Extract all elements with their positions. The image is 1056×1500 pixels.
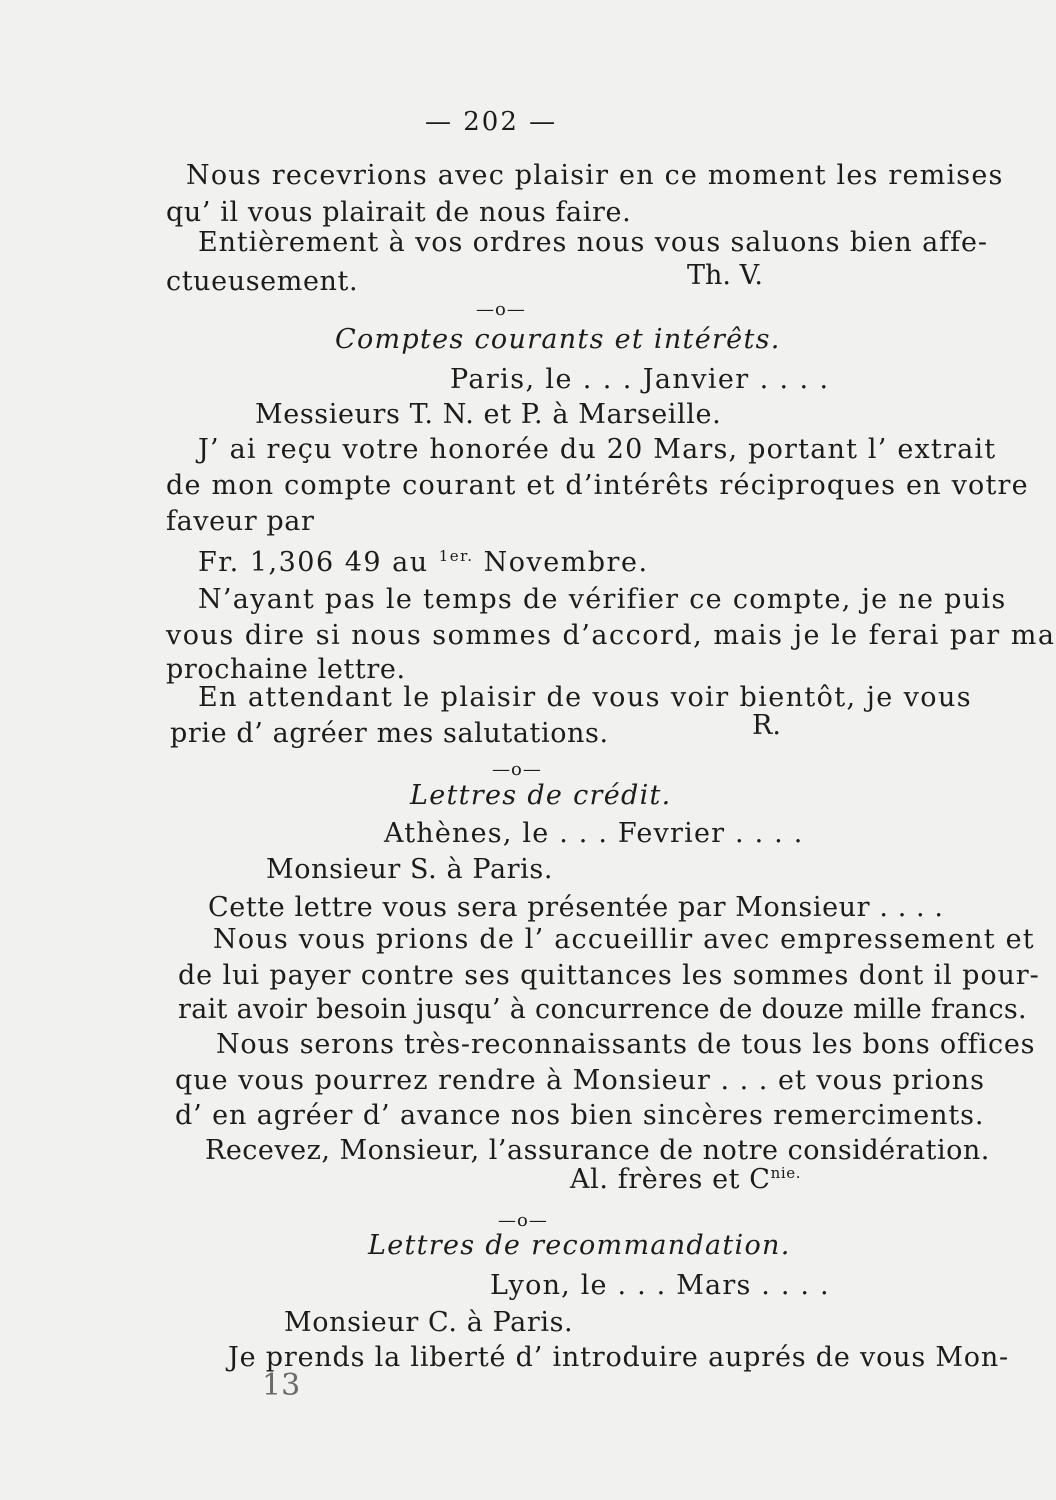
text-line: Nous recevrions avec plaisir en ce moment les remises [186,160,1004,191]
separator: —o— [476,299,526,320]
addressee: Monsieur S. à Paris. [266,854,554,885]
text-line: rait avoir besoin jusqu’ à concurrence de douze mille francs. [178,994,1027,1025]
text-line: Nous vous prions de l’ accueillir avec empressement et [213,924,1035,955]
text-line: vous dire si nous sommes d’accord, mais je le ferai par ma [166,620,1056,651]
superscript: 1er. [438,547,474,565]
dateline: Lyon, le . . . Mars . . . . [490,1270,830,1301]
text-line: qu’ il vous plairait de nous faire. [166,197,632,228]
text-line: J’ ai reçu votre honorée du 20 Mars, portant l’ extrait [198,434,997,465]
separator: —o— [498,1210,548,1231]
text-line: de mon compte courant et d’intérêts réciproques en votre [166,470,1029,501]
text-line: prie d’ agréer mes salutations. [170,718,609,749]
page-number: — 202 — [425,107,558,137]
text-line: que vous pourrez rendre à Monsieur . . . et vous prions [175,1065,986,1096]
dateline: Athènes, le . . . Fevrier . . . . [384,818,804,849]
text-line: ctueusement. [166,266,359,297]
text-line: Cette lettre vous sera présentée par Monsieur . . . . [208,892,944,923]
margin-mark: 13 [262,1368,301,1403]
section-heading: Lettres de recommandation. [368,1230,791,1261]
firm-name: Al. frères et C [570,1164,771,1195]
text-line: faveur par [166,506,315,537]
separator: —o— [492,759,542,780]
text-line: En attendant le plaisir de vous voir bientôt, je vous [198,682,972,713]
amount-line [198,545,649,581]
section-heading: Comptes courants et intérêts. [335,324,781,355]
text-line: Je prends la liberté d’ introduire auprés de vous Mon- [228,1342,1009,1373]
text-line: de lui payer contre ses quittances les sommes dont il pour- [178,960,1040,991]
amount-text: Fr. 1,306 49 au [198,547,429,578]
text-line: Entièrement à vos ordres nous vous saluons bien affe- [198,227,988,258]
addressee: Messieurs T. N. et P. à Marseille. [255,399,722,430]
signature: R. [752,710,781,741]
text-line: Recevez, Monsieur, l’assurance de notre considération. [205,1135,990,1166]
text-line: N’ayant pas le temps de vérifier ce compte, je ne puis [198,584,1007,615]
addressee: Monsieur C. à Paris. [284,1307,574,1338]
dateline: Paris, le . . . Janvier . . . . [450,364,830,395]
signature: Th. V. [687,260,763,291]
text-line: prochaine lettre. [166,654,406,685]
text-line: Nous serons très-reconnaissants de tous les bons offices [216,1029,1036,1060]
signature-line [570,1162,801,1198]
text-line: d’ en agréer d’ avance nos bien sincères remerciments. [175,1100,985,1131]
month-text: Novembre. [483,547,649,578]
section-heading: Lettres de crédit. [410,780,672,811]
superscript: nie. [770,1164,802,1182]
